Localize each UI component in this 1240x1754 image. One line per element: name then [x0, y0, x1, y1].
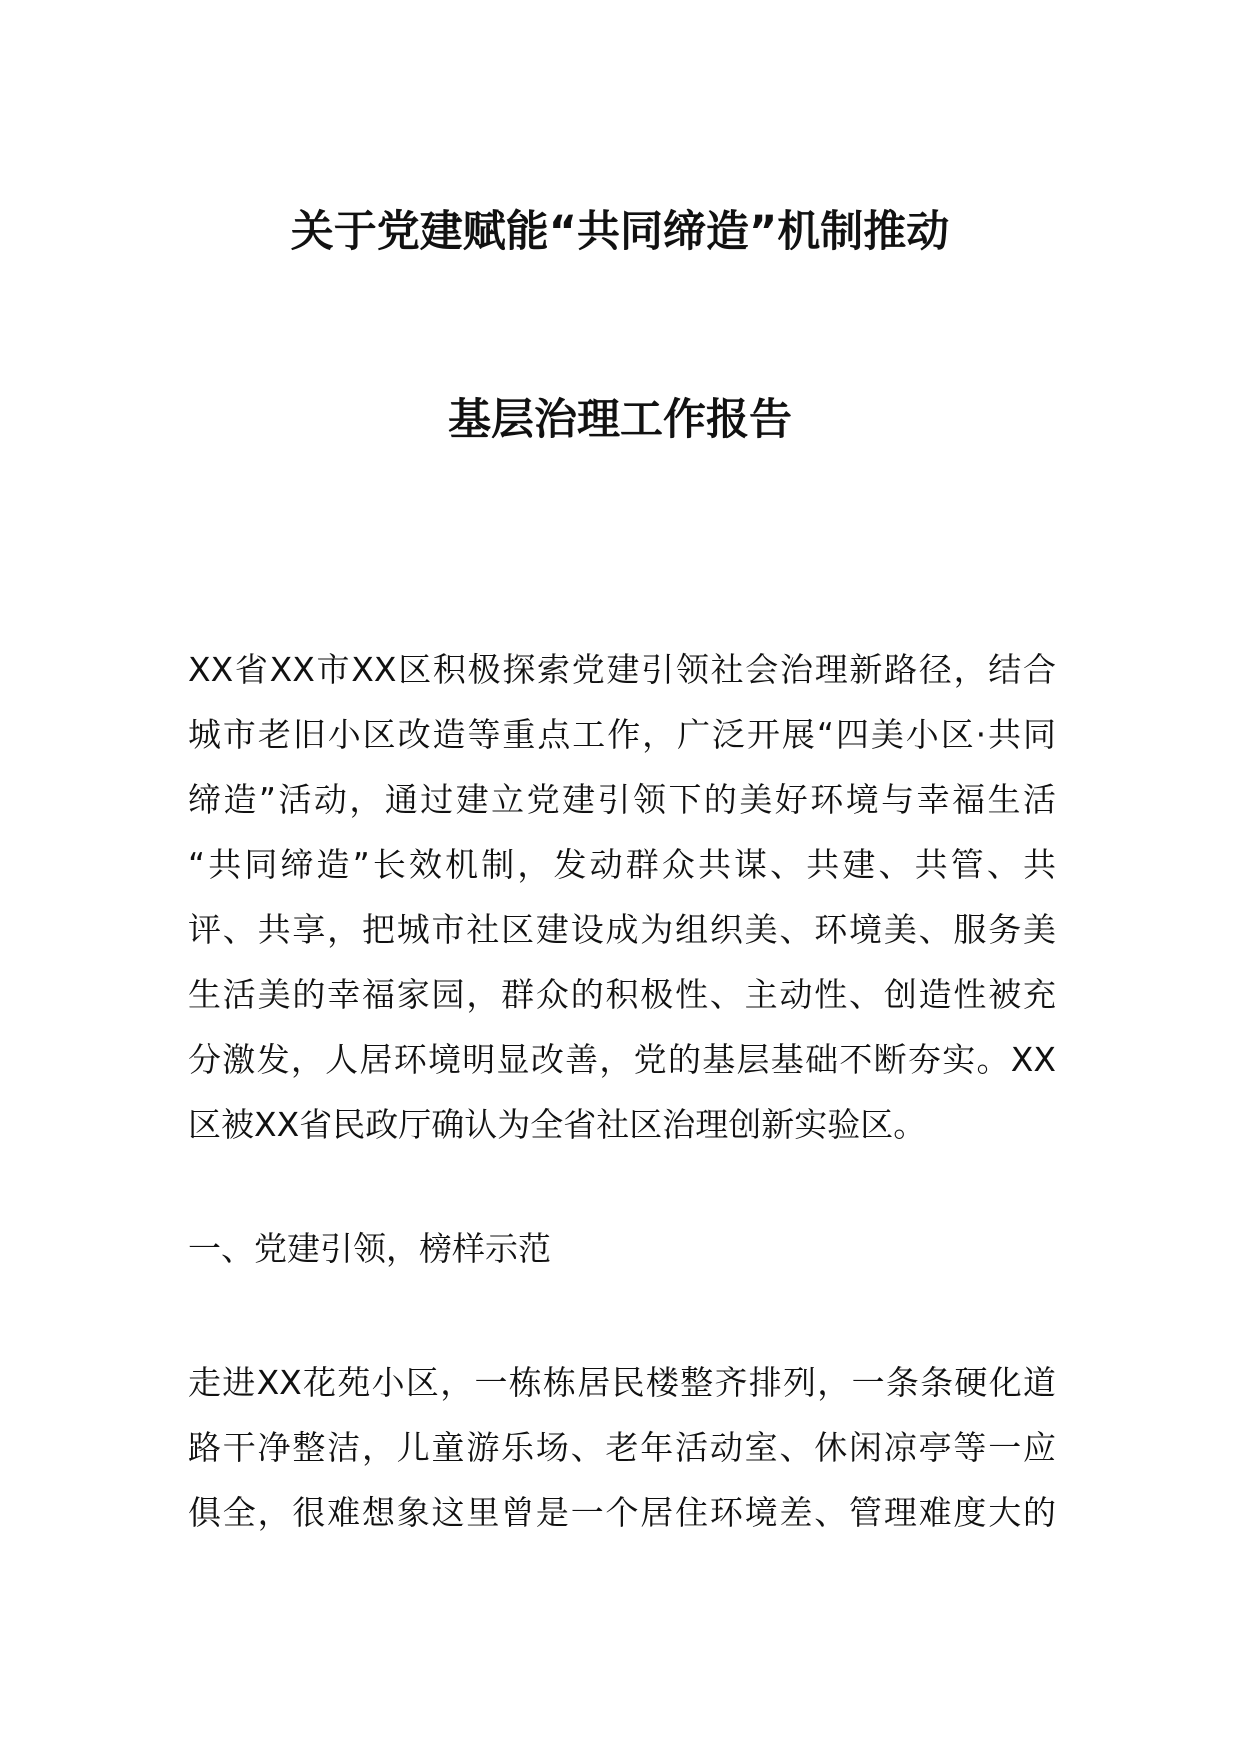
paragraph-line: 生活美的幸福家园，群众的积极性、主动性、创造性被充 — [188, 975, 1056, 1014]
section-heading: 一、党建引领，榜样示范 — [188, 1229, 551, 1268]
paragraph-line: “共同缔造”长效机制，发动群众共谋、共建、共管、共 — [188, 845, 1056, 884]
paragraph-line: 路干净整洁，儿童游乐场、老年活动室、休闲凉亭等一应 — [188, 1428, 1056, 1467]
paragraph-line: XX省XX市XX区积极探索党建引领社会治理新路径，结合 — [188, 650, 1056, 689]
paragraph-line: 走进XX花苑小区，一栋栋居民楼整齐排列，一条条硬化道 — [188, 1363, 1056, 1402]
paragraph-line: 区被XX省民政厅确认为全省社区治理创新实验区。 — [188, 1105, 927, 1144]
paragraph-line: 俱全，很难想象这里曾是一个居住环境差、管理难度大的 — [188, 1493, 1056, 1532]
document-title-line-2: 基层治理工作报告 — [448, 395, 792, 445]
paragraph-line: 评、共享，把城市社区建设成为组织美、环境美、服务美 — [188, 910, 1056, 949]
intro-paragraph — [188, 637, 1056, 1157]
section-paragraph — [188, 1350, 1056, 1545]
document-title-line-1: 关于党建赋能“共同缔造”机制推动 — [290, 207, 950, 257]
paragraph-line: 城市老旧小区改造等重点工作，广泛开展“四美小区·共同 — [188, 715, 1056, 754]
paragraph-line: 分激发，人居环境明显改善，党的基层基础不断夯实。XX — [188, 1040, 1056, 1079]
paragraph-line: 缔造”活动，通过建立党建引领下的美好环境与幸福生活 — [188, 780, 1056, 819]
